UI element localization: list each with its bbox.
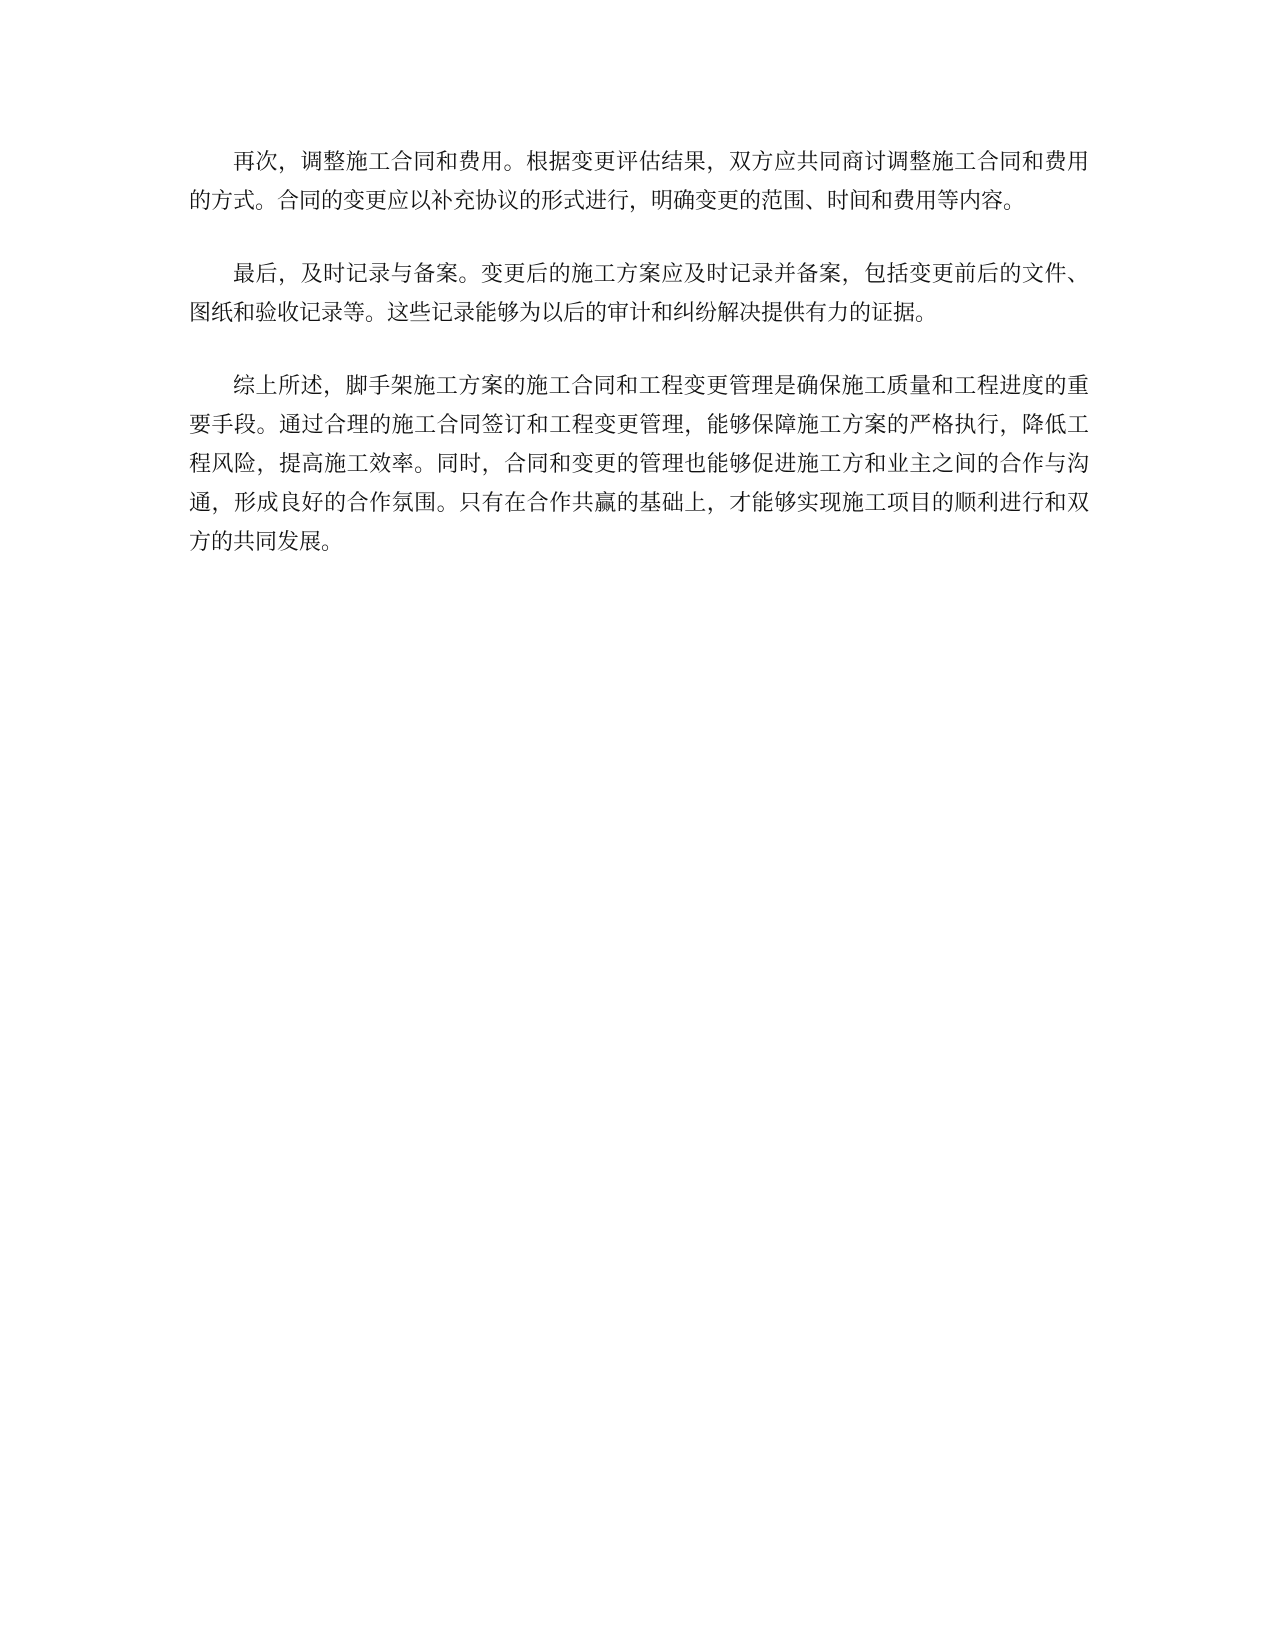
paragraph-conclusion: 综上所述，脚手架施工方案的施工合同和工程变更管理是确保施工质量和工程进度的重要手段。通过合理的施工合同签订和工程变更管理，能够保障施工方案的严格执行，降低工程风险，提高施工效率。同时，合同和变更的管理也能够促进施工方和业主之间的合作与沟通，形成良好的合作氛围。只有在合作共赢的基础上，才能够实现施工项目的顺利进行和双方的共同发展。 bbox=[189, 374, 1089, 555]
document-body bbox=[189, 143, 1089, 596]
paragraph-contract-adjustment: 再次，调整施工合同和费用。根据变更评估结果，双方应共同商讨调整施工合同和费用的方式。合同的变更应以补充协议的形式进行，明确变更的范围、时间和费用等内容。 bbox=[189, 150, 1089, 214]
paragraph-record-filing: 最后，及时记录与备案。变更后的施工方案应及时记录并备案，包括变更前后的文件、图纸和验收记录等。这些记录能够为以后的审计和纠纷解决提供有力的证据。 bbox=[189, 262, 1089, 326]
